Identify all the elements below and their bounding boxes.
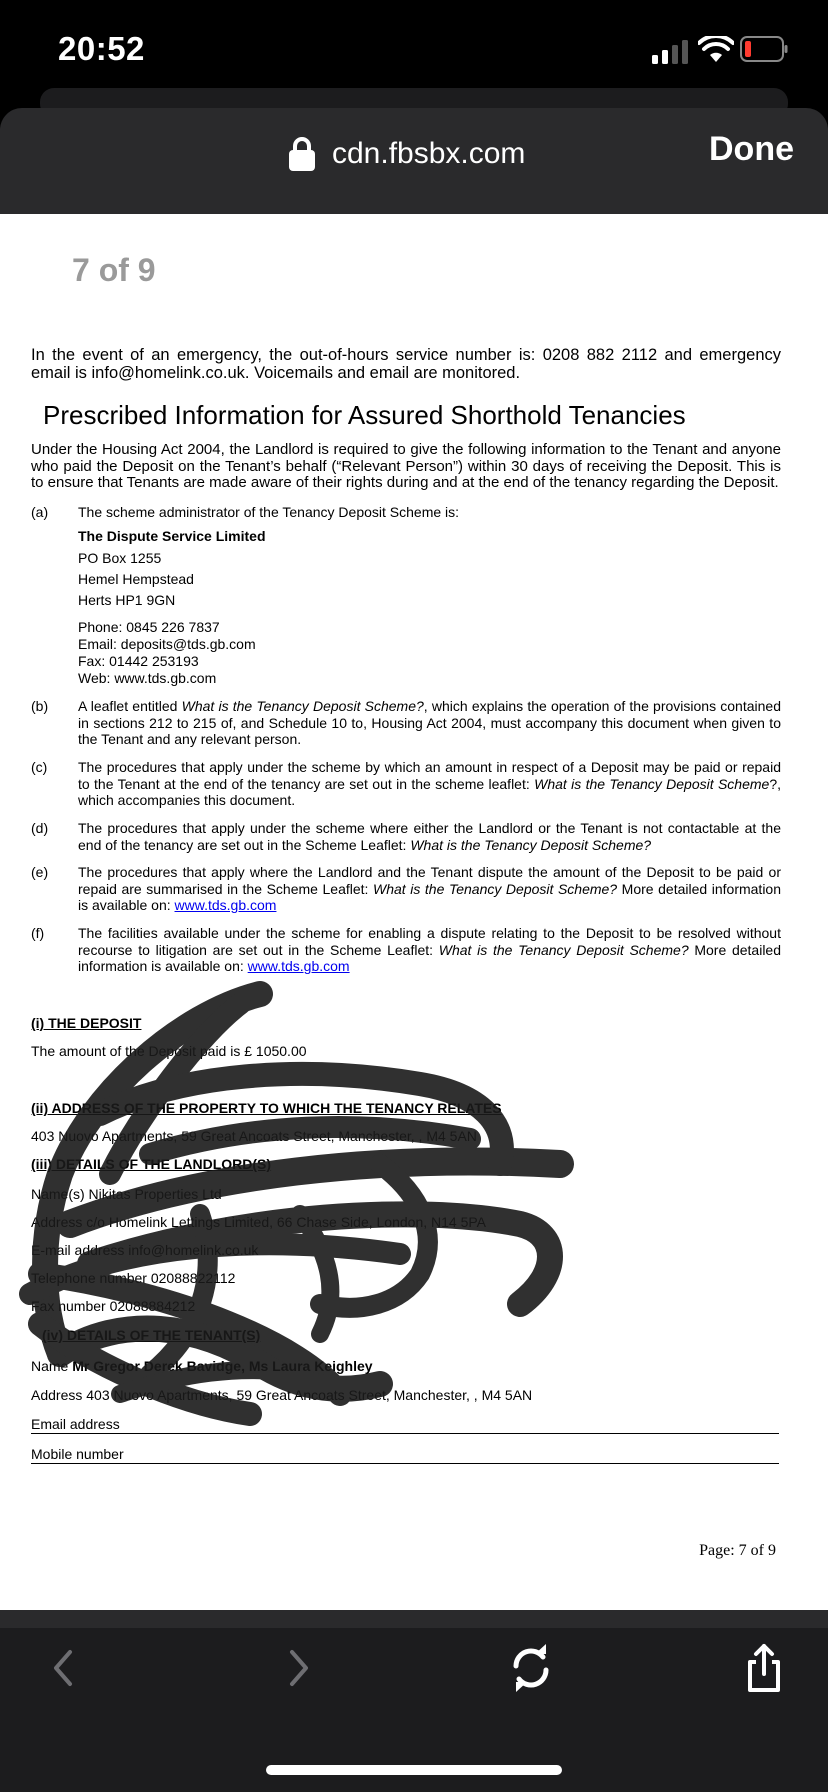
administrator-postcode: Herts HP1 9GN [78, 592, 176, 608]
item-label: (f) [31, 925, 45, 941]
tenant-name-value: Mr Gregor Derek Bavidge, Ms Laura Keighley [72, 1358, 373, 1374]
tds-link[interactable]: www.tds.gb.com [247, 958, 350, 974]
document-title: Prescribed Information for Assured Shorthold Tenancies [43, 400, 686, 430]
item-label: (b) [31, 698, 49, 714]
chevron-left-icon [36, 1640, 92, 1696]
intro-paragraph: Under the Housing Act 2004, the Landlord is required to give the following information to the Tenant and anyone who paid the Deposit on the Tenant’s behalf (“Relevant Person”) within 30 days of receiving the Deposit. This is to ensure that Tenants are made aware of their rights during and at the end of the tenancy regarding the Deposit. [31, 441, 781, 491]
status-bar [0, 0, 828, 100]
item-text-part: The procedures that apply where the Landlord and the Tenant dispute the amount of the Deposit to be paid or repaid are summarised in the Scheme Leaflet: [78, 864, 781, 897]
share-button[interactable] [736, 1640, 792, 1696]
item-text [78, 820, 781, 853]
item-text-part: The procedures that apply under the scheme by which an amount in respect of a Deposit may be paid or repaid to the Tenant at the end of the tenancy are set out in the scheme leaflet: [78, 759, 781, 792]
status-time: 20:52 [58, 30, 145, 67]
item-label: (a) [31, 504, 49, 520]
battery-icon [740, 36, 788, 62]
item-text [78, 698, 781, 748]
leaflet-title: What is the Tenancy Deposit Scheme? [438, 941, 689, 958]
landlord-phone: Telephone number 02088822112 [31, 1270, 236, 1286]
item-text [78, 925, 781, 975]
url-display [288, 134, 525, 174]
email-address-field: Email address [31, 1416, 779, 1434]
item-text-part: , which explains the operation of the provisions contained in sections 212 to 215 of, and Schedule 10 to, Housing Act 2004, must accompany this document when given to the Tenant and any relevant person. [78, 698, 781, 747]
share-icon [736, 1640, 792, 1696]
item-text-part: A leaflet entitled [78, 698, 182, 714]
done-button[interactable]: Done [709, 130, 794, 168]
reload-icon [503, 1640, 559, 1696]
url-text: cdn.fbsbx.com [332, 137, 526, 170]
leaflet-title: What is the Tenancy Deposit Scheme? [181, 698, 424, 714]
administrator-web: Web: www.tds.gb.com [78, 670, 217, 686]
item-text: The scheme administrator of the Tenancy Deposit Scheme is: [78, 504, 460, 520]
administrator-fax: Fax: 01442 253193 [78, 653, 199, 669]
landlord-name: Name(s) Nikitas Properties Ltd [31, 1186, 222, 1202]
emergency-text: In the event of an emergency, the out-of-hours service number is: 0208 882 2112 and emergency email is info@homelink.co.uk. Voicemails and email are monitored. [31, 346, 781, 382]
item-text-part: More detailed information is available on: [78, 880, 781, 913]
chevron-right-icon [270, 1640, 326, 1696]
tenant-name [31, 1358, 373, 1374]
leaflet-title: What is the Tenancy Deposit Scheme? [410, 836, 652, 853]
page-footer: Page: 7 of 9 [699, 1542, 776, 1559]
administrator-name: The Dispute Service Limited [78, 528, 266, 544]
toolbar-top-edge [0, 1610, 828, 1628]
leaflet-title: What is the Tenancy Deposit Scheme [534, 775, 770, 792]
forward-button[interactable] [270, 1640, 326, 1696]
item-text-part: The procedures that apply under the scheme where either the Landlord or the Tenant is not contactable at the end of the tenancy are set out in the Scheme Leaflet: [78, 820, 781, 853]
page-indicator: 7 of 9 [72, 252, 156, 288]
item-text-part: ?, which accompanies this document. [78, 775, 782, 808]
administrator-phone: Phone: 0845 226 7837 [78, 619, 220, 635]
administrator-town: Hemel Hempstead [78, 571, 194, 587]
item-label: (c) [31, 759, 48, 775]
landlord-address: Address c/o Homelink Lettings Limited, 66 Chase Side, London, N14 5PA [31, 1214, 486, 1230]
item-text-part: More detailed information is available on: [78, 941, 782, 974]
tenant-name-label: Name [31, 1358, 73, 1374]
landlord-fax: Fax number 02088884212 [31, 1298, 196, 1314]
deposit-amount: The amount of the Deposit paid is £ 1050.00 [31, 1043, 307, 1059]
lock-icon [288, 136, 316, 172]
tds-link[interactable]: www.tds.gb.com [174, 897, 277, 913]
wifi-icon [698, 36, 734, 64]
document-page[interactable] [0, 214, 828, 1610]
administrator-po-box: PO Box 1255 [78, 550, 162, 566]
cellular-signal-icon [652, 40, 692, 64]
item-text-part: The facilities available under the scheme for enabling a dispute relating to the Deposit to be resolved without recourse to litigation are set out in the Scheme Leaflet: [78, 925, 781, 958]
tenant-address: Address 403 Nuovo Apartments, 59 Great Ancoats Street, Manchester, , M4 5AN [31, 1387, 533, 1403]
property-section-title: (ii) ADDRESS OF THE PROPERTY TO WHICH THE TENANCY RELATES [31, 1100, 502, 1116]
item-text [78, 864, 781, 914]
item-label: (d) [31, 820, 49, 836]
item-label: (e) [31, 864, 49, 880]
item-text [78, 759, 781, 809]
landlord-email: E-mail address info@homelink.co.uk [31, 1242, 259, 1258]
deposit-section-title: (i) THE DEPOSIT [31, 1015, 142, 1031]
property-address: 403 Nuovo Apartments, 59 Great Ancoats Street, Manchester, , M4 5AN [31, 1128, 477, 1144]
landlord-section-title: (iii) DETAILS OF THE LANDLORD(S) [31, 1156, 272, 1172]
tenant-section-title: (iv) DETAILS OF THE TENANT(S) [42, 1327, 261, 1343]
reload-button[interactable] [503, 1640, 559, 1696]
home-indicator [266, 1765, 562, 1775]
administrator-email: Email: deposits@tds.gb.com [78, 636, 256, 652]
mobile-number-field: Mobile number [31, 1446, 779, 1464]
back-button[interactable] [36, 1640, 92, 1696]
leaflet-title: What is the Tenancy Deposit Scheme? [373, 880, 618, 897]
